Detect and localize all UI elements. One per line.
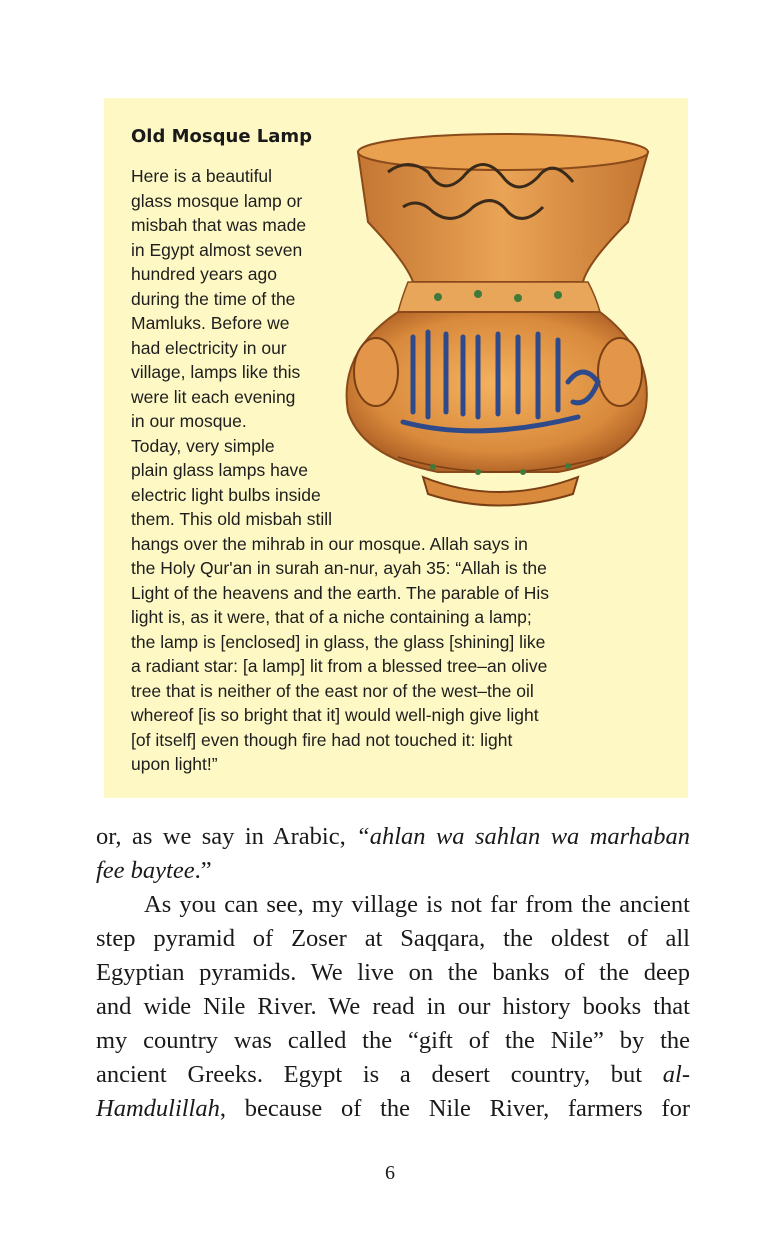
sidebar-line: them. This old misbah still [131, 509, 333, 529]
body-text-span: ancient Greeks. Egypt is a desert country, but [96, 1061, 663, 1088]
sidebar-line: Mamluks. Before we [131, 313, 290, 333]
body-text [96, 820, 690, 1126]
body-line [96, 854, 690, 888]
page-number: 6 [385, 1162, 395, 1184]
body-line: my country was called the “gift of the Nile” by the [96, 1027, 690, 1054]
sidebar-line: hundred years ago [131, 264, 277, 284]
body-line [96, 1058, 690, 1092]
sidebar-text [131, 164, 671, 777]
body-line [96, 1092, 690, 1126]
arabic-word: al- [662, 1061, 690, 1088]
sidebar-line: had electricity in our [131, 337, 287, 358]
body-line: Egyptian pyramids. We live on the banks of the deep [96, 959, 690, 986]
body-text-span: .” [194, 857, 212, 884]
sidebar-line: misbah that was made [131, 215, 307, 235]
sidebar-line: glass mosque lamp or [131, 190, 303, 211]
sidebar-line: the lamp is [enclosed] in glass, the glass [shining] like [131, 631, 546, 652]
sidebar-line: upon light!” [131, 754, 218, 774]
sidebar-line: plain glass lamps have [131, 460, 309, 480]
body-text-span: , because of the Nile River, farmers for [219, 1095, 690, 1122]
arabic-phrase: “ahlan wa sahlan wa marhaban [356, 823, 690, 850]
sidebar-line: in Egypt almost seven [131, 239, 303, 260]
sidebar-line: light is, as it were, that of a niche containing a lamp; [131, 607, 532, 627]
sidebar-line: Here is a beautiful [131, 166, 273, 186]
sidebar-line: [of itself] even though fire had not touched it: light [131, 729, 513, 750]
sidebar-line: village, lamps like this [131, 362, 301, 382]
arabic-phrase: fee baytee [96, 857, 195, 884]
sidebar-line: during the time of the [131, 288, 296, 309]
sidebar-line: whereof [is so bright that it] would well-nigh give light [131, 705, 539, 725]
sidebar-line: Light of the heavens and the earth. The parable of His [131, 582, 550, 603]
sidebar-line: were lit each evening [131, 386, 296, 407]
sidebar-line: hangs over the mihrab in our mosque. Allah says in [131, 533, 528, 554]
body-line: step pyramid of Zoser at Saqqara, the oldest of all [96, 925, 690, 952]
body-text-span: or, as we say in Arabic, [96, 823, 357, 850]
sidebar-line: tree that is neither of the east nor of the west–the oil [131, 680, 534, 701]
sidebar-line: the Holy Qur'an in surah an-nur, ayah 35: “Allah is the [131, 558, 547, 578]
body-line: and wide Nile River. We read in our history books that [96, 993, 690, 1020]
sidebar-line: in our mosque. [131, 411, 247, 431]
sidebar-line: electric light bulbs inside [131, 484, 321, 505]
body-line: As you can see, my village is not far from the ancient [144, 891, 690, 918]
body-line [96, 820, 690, 854]
sidebar-title: Old Mosque Lamp [131, 126, 313, 147]
arabic-word: Hamdulillah [96, 1095, 220, 1122]
sidebar-line: Today, very simple [131, 435, 275, 456]
sidebar-line: a radiant star: [a lamp] lit from a blessed tree–an olive [131, 656, 548, 676]
